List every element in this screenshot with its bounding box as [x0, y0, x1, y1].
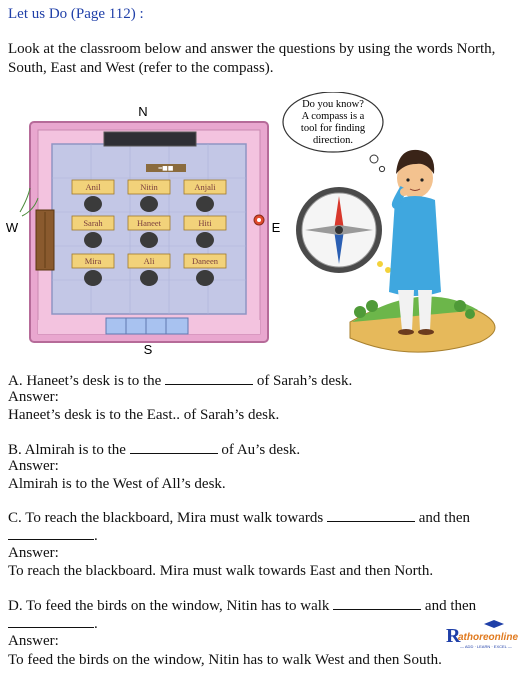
question-c-blank-2 — [8, 526, 94, 540]
desk-label-mira: Mira — [84, 256, 102, 266]
question-d-text-after: and then — [424, 598, 477, 614]
question-d-blank-2 — [8, 614, 94, 628]
question-d-text: D. To feed the birds on the window, Nitin has to walk — [8, 598, 330, 614]
blackboard — [104, 132, 196, 146]
question-d — [8, 596, 476, 615]
desk-label-hiti: Hiti — [198, 218, 212, 228]
direction-west: W — [5, 220, 19, 235]
desk-label-ali: Ali — [143, 256, 155, 266]
question-b-text: B. Almirah is to the — [8, 442, 126, 458]
teacher-table-label: ═■■ — [158, 165, 174, 172]
page-heading: Let us Do (Page 112) : — [8, 6, 144, 22]
answer-a: Haneet’s desk is to the East.. of Sarah’s desk. — [8, 407, 280, 423]
question-a-text-after: of Sarah’s desk. — [256, 373, 353, 389]
answer-d: To feed the birds on the window, Nitin has to walk West and then South. — [8, 652, 442, 668]
rathoreonline-logo — [444, 618, 526, 652]
logo-tagline: — ADD · LEARN · EXCEL — — [460, 644, 512, 649]
logo-graphic — [444, 618, 526, 652]
answer-a-label: Answer: — [8, 389, 59, 405]
question-d-blank-1 — [333, 596, 421, 610]
bubble-line-1: Do you know? — [302, 99, 364, 110]
desk-label-anjali: Anjali — [194, 182, 216, 192]
question-c-text-after: and then — [418, 510, 470, 526]
answer-c: To reach the blackboard. Mira must walk towards East and then North. — [8, 563, 434, 579]
question-d-line-2 — [8, 614, 98, 633]
direction-south: S — [143, 342, 153, 357]
question-d-tail: . — [94, 616, 98, 632]
logo-brand: athoreonline — [458, 632, 519, 643]
direction-east: E — [271, 220, 281, 235]
classroom-illustration — [0, 92, 531, 372]
question-c-line-2 — [8, 526, 98, 545]
question-c-text: C. To reach the blackboard, Mira must walk towards — [8, 510, 324, 526]
desk-label-nitin: Nitin — [140, 182, 158, 192]
desk-label-haneet: Haneet — [136, 218, 162, 228]
answer-d-label: Answer: — [8, 633, 59, 649]
desk-label-anil: Anil — [85, 182, 101, 192]
bubble-line-2: A compass is a — [301, 111, 365, 122]
bubble-line-3: tool for finding — [300, 123, 366, 134]
intro-paragraph: Look at the classroom below and answer the questions by using the words North, South, East and West (refer to the compass). — [8, 41, 496, 76]
answer-b-label: Answer: — [8, 458, 59, 474]
question-a-blank — [165, 371, 253, 385]
compass-icon — [296, 187, 382, 273]
question-a-text: A. Haneet’s desk is to the — [8, 373, 162, 389]
answer-b: Almirah is to the West of All’s desk. — [8, 476, 226, 492]
question-c-tail: . — [94, 528, 98, 544]
bubble-line-4: direction. — [313, 135, 353, 146]
desk-label-sarah: Sarah — [83, 218, 103, 228]
question-a — [8, 371, 352, 390]
thought-bubble — [283, 92, 385, 172]
desk-label-daneen: Daneen — [192, 256, 218, 266]
question-b-blank — [130, 440, 218, 454]
question-c-blank-1 — [327, 508, 415, 522]
question-c — [8, 508, 470, 527]
question-b-text-after: of Au’s desk. — [221, 442, 301, 458]
answer-c-label: Answer: — [8, 545, 59, 561]
direction-north: N — [138, 104, 148, 119]
logo-initial: R — [446, 625, 461, 647]
